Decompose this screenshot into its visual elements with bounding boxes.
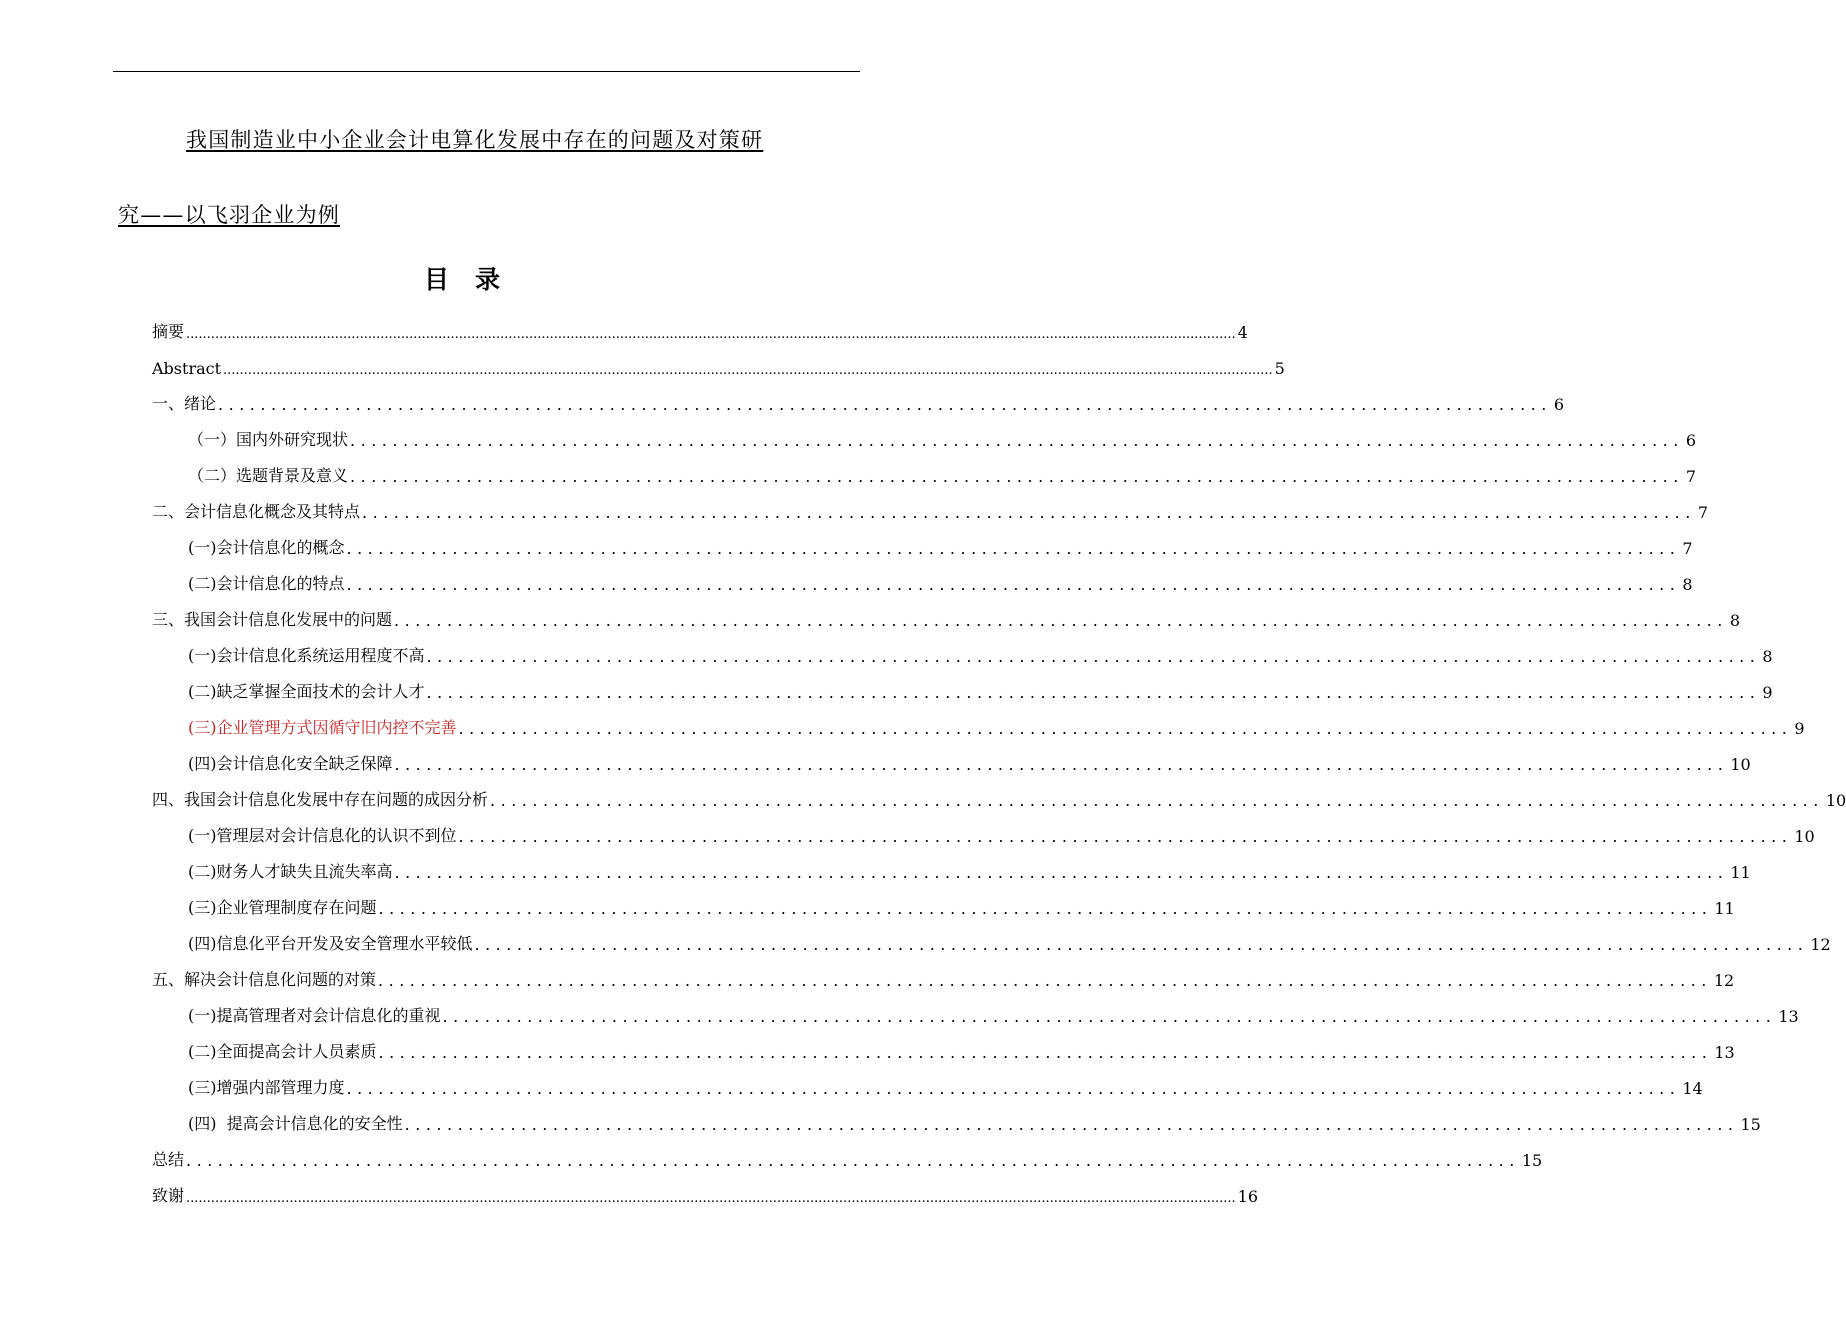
toc-page-number: 5 bbox=[1274, 359, 1285, 378]
toc-entry-section-1[interactable] bbox=[152, 384, 1565, 414]
toc-entry-conclusion[interactable] bbox=[152, 1140, 1543, 1170]
toc-entry-label: 二、会计信息化概念及其特点 bbox=[152, 502, 361, 521]
toc-entry-label: (一)会计信息化的概念 bbox=[188, 538, 345, 557]
toc-page-number: 7 bbox=[1697, 503, 1709, 522]
toc-page-number: 12 bbox=[1810, 935, 1831, 954]
toc-page-number: 13 bbox=[1778, 1007, 1799, 1026]
toc-page-number: 7 bbox=[1685, 467, 1697, 486]
toc-entry-label: (四)信息化平台开发及安全管理水平较低 bbox=[188, 934, 473, 953]
toc-entry-label: (三)企业管理制度存在问题 bbox=[188, 898, 377, 917]
toc-leader-dots: .............................................................................................................................. bbox=[458, 827, 1793, 846]
toc-entry-section-2[interactable] bbox=[152, 492, 1709, 522]
toc-page-number: 15 bbox=[1740, 1115, 1761, 1134]
toc-entry-abstract-en[interactable] bbox=[152, 348, 1285, 378]
toc-entry-label: （一）国内外研究现状 bbox=[188, 430, 349, 449]
toc-page-number: 8 bbox=[1729, 611, 1741, 630]
toc-entry-label: 三、我国会计信息化发展中的问题 bbox=[152, 610, 393, 629]
toc-entry-label: (二)缺乏掌握全面技术的会计人才 bbox=[188, 682, 425, 701]
toc-entry-section-2-1[interactable] bbox=[188, 528, 1693, 558]
toc-leader-dots: .............................................................................................................................. bbox=[426, 683, 1761, 702]
toc-entry-section-1-2[interactable] bbox=[188, 456, 1697, 486]
toc-entry-label: 致谢 bbox=[152, 1186, 185, 1205]
toc-entry-label: (四) 提高会计信息化的安全性 bbox=[188, 1114, 403, 1133]
toc-entry-label: (二)会计信息化的特点 bbox=[188, 574, 345, 593]
toc-page-number: 8 bbox=[1762, 647, 1773, 666]
toc-entry-section-5[interactable] bbox=[152, 960, 1735, 990]
toc-leader-dots: .............................................................................................................................. bbox=[490, 791, 1824, 810]
toc-entry-label: (二)全面提高会计人员素质 bbox=[188, 1042, 377, 1061]
toc-entry-section-1-1[interactable] bbox=[188, 420, 1697, 450]
toc-leader-dots: .............................................................................................................................. bbox=[346, 1079, 1681, 1098]
toc-leader-dots: .............................................................................................................................. bbox=[350, 431, 1684, 450]
toc-leader-dots: .............................................................................................................................................................................................................................................................. bbox=[186, 327, 1236, 342]
toc-page-number: 10 bbox=[1794, 827, 1815, 846]
toc-entry-section-4-3[interactable] bbox=[188, 888, 1735, 918]
toc-entry-label: (一)会计信息化系统运用程度不高 bbox=[188, 646, 425, 665]
toc-entry-label: 一、绪论 bbox=[152, 394, 217, 413]
toc-page-number: 7 bbox=[1682, 539, 1693, 558]
toc-page-number: 11 bbox=[1730, 863, 1751, 882]
toc-leader-dots: .............................................................................................................................. bbox=[394, 611, 1728, 630]
toc-entry-section-3-3[interactable] bbox=[188, 708, 1805, 738]
toc-entry-section-3-2[interactable] bbox=[188, 672, 1773, 702]
toc-entry-label: (二)财务人才缺失且流失率高 bbox=[188, 862, 393, 881]
toc-leader-dots: .............................................................................................................................. bbox=[378, 1043, 1713, 1062]
toc-entry-section-2-2[interactable] bbox=[188, 564, 1693, 594]
toc-leader-dots: .............................................................................................................................. bbox=[394, 863, 1729, 882]
toc-leader-dots: .............................................................................................................................. bbox=[394, 755, 1729, 774]
toc-entry-abstract-cn[interactable] bbox=[152, 312, 1248, 342]
toc-leader-dots: .............................................................................................................................................................................................................................................................. bbox=[186, 1191, 1236, 1206]
toc-entry-label: (一)提高管理者对会计信息化的重视 bbox=[188, 1006, 441, 1025]
toc-page-number: 15 bbox=[1521, 1151, 1543, 1170]
toc-entry-section-4[interactable] bbox=[152, 780, 1846, 810]
toc-entry-label: (一)管理层对会计信息化的认识不到位 bbox=[188, 826, 457, 845]
toc-page-number: 13 bbox=[1714, 1043, 1735, 1062]
toc-page-number: 9 bbox=[1762, 683, 1773, 702]
toc-leader-dots: .............................................................................................................................. bbox=[350, 467, 1684, 486]
toc-leader-dots: .............................................................................................................................. bbox=[458, 719, 1793, 738]
toc-entry-section-3[interactable] bbox=[152, 600, 1741, 630]
toc-page-number: 10 bbox=[1730, 755, 1751, 774]
toc-entry-label: 五、解决会计信息化问题的对策 bbox=[152, 970, 377, 989]
toc-entry-section-5-4[interactable] bbox=[188, 1104, 1761, 1134]
toc-page-number: 6 bbox=[1553, 395, 1565, 414]
toc-entry-acknowledgements[interactable] bbox=[152, 1176, 1258, 1206]
toc-entry-label: （二）选题背景及意义 bbox=[188, 466, 349, 485]
toc-page-number: 9 bbox=[1794, 719, 1805, 738]
toc-entry-section-3-1[interactable] bbox=[188, 636, 1773, 666]
toc-entry-label: 四、我国会计信息化发展中存在问题的成因分析 bbox=[152, 790, 489, 809]
toc-page-number: 12 bbox=[1713, 971, 1735, 990]
toc-heading: 目录 bbox=[423, 265, 526, 294]
toc-entry-section-4-4[interactable] bbox=[188, 924, 1831, 954]
toc-entry-section-5-3[interactable] bbox=[188, 1068, 1703, 1098]
toc-leader-dots: .............................................................................................................................. bbox=[474, 935, 1809, 954]
toc-entry-section-4-1[interactable] bbox=[188, 816, 1815, 846]
toc-page-number: 8 bbox=[1682, 575, 1693, 594]
toc-leader-dots: .............................................................................................................................. bbox=[378, 899, 1713, 918]
document-title-line-1: 我国制造业中小企业会计电算化发展中存在的问题及对策研 bbox=[186, 128, 764, 152]
toc-leader-dots: .............................................................................................................................................................................................................................................................. bbox=[223, 363, 1273, 378]
toc-entry-label: (三)增强内部管理力度 bbox=[188, 1078, 345, 1097]
toc-leader-dots: .............................................................................................................................. bbox=[346, 539, 1681, 558]
toc-leader-dots: .............................................................................................................................. bbox=[186, 1151, 1520, 1170]
toc-page-number: 6 bbox=[1685, 431, 1697, 450]
header-rule bbox=[113, 71, 860, 72]
toc-leader-dots: .............................................................................................................................. bbox=[426, 647, 1761, 666]
toc-entry-label: 摘要 bbox=[152, 322, 185, 341]
toc-page-number: 16 bbox=[1237, 1187, 1258, 1206]
toc-leader-dots: .............................................................................................................................. bbox=[442, 1007, 1777, 1026]
toc-leader-dots: .............................................................................................................................. bbox=[404, 1115, 1739, 1134]
toc-page-number: 4 bbox=[1237, 323, 1248, 342]
toc-entry-section-5-1[interactable] bbox=[188, 996, 1799, 1026]
toc-entry-label: Abstract bbox=[152, 359, 222, 378]
toc-entry-section-4-2[interactable] bbox=[188, 852, 1751, 882]
document-title-line-2: 究——以飞羽企业为例 bbox=[118, 203, 340, 227]
toc-page-number: 14 bbox=[1682, 1079, 1703, 1098]
toc-leader-dots: .............................................................................................................................. bbox=[218, 395, 1552, 414]
toc-entry-label: (四)会计信息化安全缺乏保障 bbox=[188, 754, 393, 773]
toc-entry-label: (三)企业管理方式因循守旧内控不完善 bbox=[188, 718, 457, 737]
toc-entry-section-5-2[interactable] bbox=[188, 1032, 1735, 1062]
toc-entry-label: 总结 bbox=[152, 1150, 185, 1169]
toc-leader-dots: .............................................................................................................................. bbox=[346, 575, 1681, 594]
toc-page-number: 10 bbox=[1825, 791, 1846, 810]
toc-page-number: 11 bbox=[1714, 899, 1735, 918]
toc-leader-dots: .............................................................................................................................. bbox=[378, 971, 1712, 990]
toc-leader-dots: .............................................................................................................................. bbox=[362, 503, 1696, 522]
toc-entry-section-3-4[interactable] bbox=[188, 744, 1751, 774]
